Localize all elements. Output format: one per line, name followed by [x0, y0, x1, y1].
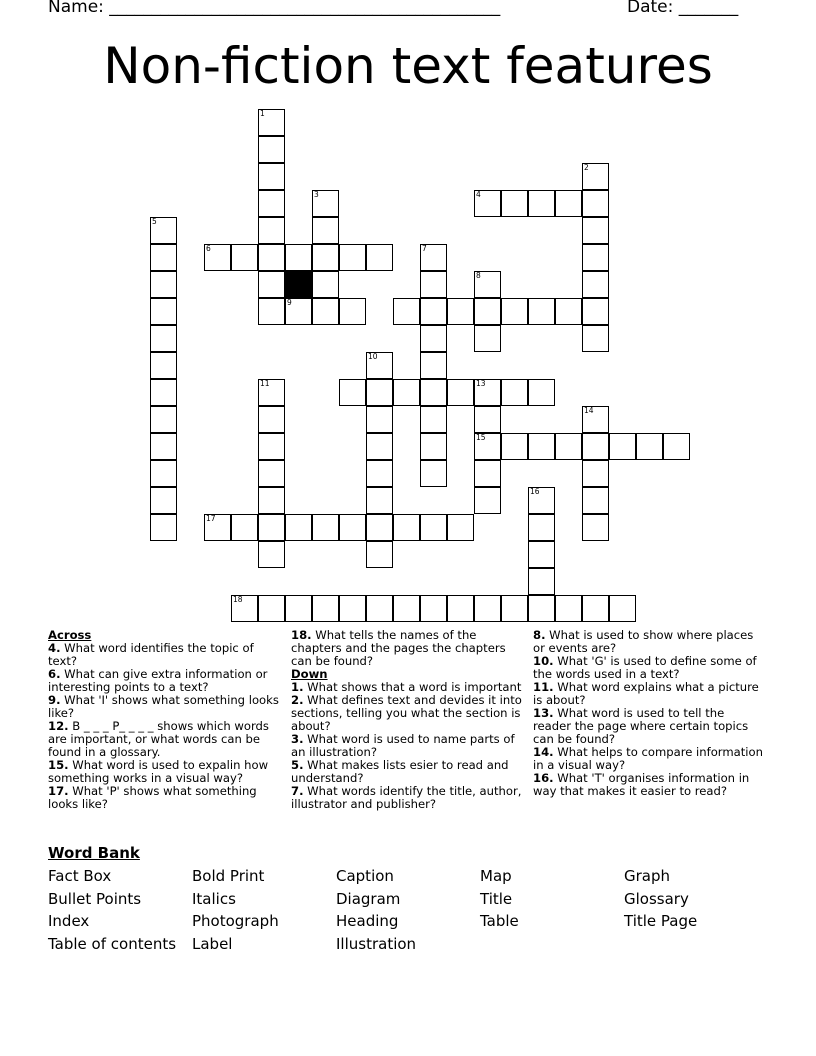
crossword-cell[interactable] — [285, 298, 312, 325]
clue-number: 16 — [530, 487, 540, 496]
word-bank-word: Glossary — [624, 889, 689, 908]
clue-number: 5 — [152, 217, 157, 226]
word-bank-word: Bullet Points — [48, 889, 142, 908]
clue-item-number: 10. — [533, 654, 554, 668]
crossword-cell[interactable] — [582, 271, 609, 298]
clues-column-1 — [48, 629, 280, 811]
clue-item-text: What defines text and devides it into sections, telling you what the section is about? — [291, 693, 522, 733]
crossword-cell[interactable] — [582, 514, 609, 541]
crossword-cell[interactable] — [501, 190, 528, 217]
clue-item — [291, 733, 523, 759]
clue-item — [48, 785, 280, 811]
crossword-cell[interactable] — [366, 433, 393, 460]
crossword-cell[interactable] — [582, 325, 609, 352]
crossword-cell[interactable] — [231, 595, 258, 622]
clue-item-text: What tells the names of the chapters and the pages the chapters can be found? — [291, 628, 506, 668]
crossword-cell[interactable] — [339, 379, 366, 406]
crossword-cell[interactable] — [609, 433, 636, 460]
clue-item-number: 17. — [48, 784, 69, 798]
clue-item-number: 8. — [533, 628, 546, 642]
crossword-cell[interactable] — [339, 298, 366, 325]
crossword-cell[interactable] — [528, 190, 555, 217]
word-bank-word: Map — [480, 867, 512, 885]
crossword-cell[interactable] — [474, 271, 501, 298]
word-bank-word: Table — [480, 912, 519, 931]
crossword-cell[interactable] — [366, 460, 393, 487]
clue-item-number: 3. — [291, 732, 304, 746]
crossword-cell[interactable] — [555, 595, 582, 622]
crossword-cell[interactable] — [366, 406, 393, 433]
name-field-label: Name: ______________________________________________ — [48, 0, 501, 17]
crossword-cell[interactable] — [150, 460, 177, 487]
crossword-cell[interactable] — [312, 190, 339, 217]
crossword-cell[interactable] — [420, 352, 447, 379]
clue-item-number: 6. — [48, 667, 61, 681]
crossword-cell[interactable] — [582, 244, 609, 271]
crossword-cell[interactable] — [528, 541, 555, 568]
crossword-cell[interactable] — [447, 514, 474, 541]
crossword-cell[interactable] — [258, 406, 285, 433]
crossword-cell[interactable] — [393, 298, 420, 325]
crossword-cell[interactable] — [474, 298, 501, 325]
crossword-cell[interactable] — [312, 595, 339, 622]
crossword-cell[interactable] — [393, 514, 420, 541]
crossword-cell[interactable] — [285, 595, 312, 622]
crossword-cell[interactable] — [474, 406, 501, 433]
crossword-cell[interactable] — [582, 406, 609, 433]
crossword-cell[interactable] — [528, 433, 555, 460]
crossword-cell[interactable] — [366, 379, 393, 406]
crossword-cell[interactable] — [447, 298, 474, 325]
crossword-cell[interactable] — [339, 514, 366, 541]
clue-number: 18 — [233, 595, 243, 604]
clue-item — [533, 746, 765, 772]
clue-item-number: 2. — [291, 693, 304, 707]
clue-item-text: What word explains what a picture is about? — [533, 680, 759, 707]
crossword-cell[interactable] — [258, 541, 285, 568]
crossword-cell[interactable] — [366, 541, 393, 568]
clue-item — [291, 694, 523, 733]
clue-item-text: What word is used to expalin how something works in a visual way? — [48, 758, 269, 785]
clue-number: 3 — [314, 190, 319, 199]
clue-item-text: What 'T' organises information in way that makes it easier to read? — [533, 771, 750, 798]
crossword-cell[interactable] — [258, 433, 285, 460]
clue-item — [291, 759, 523, 785]
crossword-cell[interactable] — [474, 433, 501, 460]
crossword-cell[interactable] — [339, 244, 366, 271]
crossword-cell[interactable] — [582, 163, 609, 190]
crossword-cell[interactable] — [312, 298, 339, 325]
clue-item — [533, 629, 765, 655]
crossword-cell[interactable] — [366, 352, 393, 379]
crossword-cell[interactable] — [420, 298, 447, 325]
word-bank-word: Diagram — [336, 889, 401, 908]
crossword-cell[interactable] — [420, 244, 447, 271]
crossword-cell[interactable] — [393, 595, 420, 622]
crossword-cell[interactable] — [501, 379, 528, 406]
word-bank-word: Graph — [624, 867, 671, 885]
clue-item-text: What can give extra information or interesting points to a text? — [48, 667, 268, 694]
word-bank-word: Italics — [192, 889, 236, 908]
clue-item-number: 5. — [291, 758, 304, 772]
clue-item-number: 18. — [291, 628, 312, 642]
clue-item-text: What 'G' is used to define some of the words used in a text? — [533, 654, 757, 681]
clues-column-2 — [291, 629, 523, 811]
word-bank-title: Word Bank — [48, 844, 140, 862]
crossword-cell[interactable] — [474, 460, 501, 487]
clue-number: 10 — [368, 352, 378, 361]
crossword-cell[interactable] — [528, 487, 555, 514]
word-bank-word: Illustration — [336, 934, 417, 953]
word-bank-word: Fact Box — [48, 867, 112, 885]
clue-item-text: What is used to show where places or events are? — [533, 628, 754, 655]
word-bank-word: Title Page — [624, 912, 698, 931]
crossword-cell[interactable] — [501, 433, 528, 460]
crossword-cell[interactable] — [474, 487, 501, 514]
crossword-cell[interactable] — [366, 244, 393, 271]
crossword-cell[interactable] — [150, 379, 177, 406]
clue-section-heading: Down — [291, 667, 328, 681]
crossword-cell[interactable] — [258, 190, 285, 217]
crossword-cell[interactable] — [258, 298, 285, 325]
clue-item-text: What words identify the title, author, illustrator and publisher? — [291, 784, 522, 811]
crossword-cell[interactable] — [150, 271, 177, 298]
crossword-cell[interactable] — [258, 244, 285, 271]
crossword-cell[interactable] — [420, 325, 447, 352]
crossword-cell[interactable] — [528, 595, 555, 622]
crossword-cell[interactable] — [150, 406, 177, 433]
clue-number: 14 — [584, 406, 594, 415]
crossword-cell[interactable] — [231, 244, 258, 271]
crossword-cell[interactable] — [312, 514, 339, 541]
clue-item-text: What 'I' shows what something looks like? — [48, 693, 279, 720]
clue-item-number: 9. — [48, 693, 61, 707]
crossword-cell[interactable] — [420, 460, 447, 487]
clue-item-text: What shows that a word is important — [303, 680, 522, 694]
clue-item-text: What word is used to name parts of an illustration? — [291, 732, 515, 759]
crossword-cell[interactable] — [582, 433, 609, 460]
clue-item-number: 15. — [48, 758, 69, 772]
clue-item — [48, 720, 280, 759]
crossword-black-cell — [285, 271, 312, 298]
crossword-cell[interactable] — [150, 217, 177, 244]
crossword-cell[interactable] — [231, 514, 258, 541]
crossword-cell[interactable] — [285, 514, 312, 541]
clue-number: 8 — [476, 271, 481, 280]
clue-number: 6 — [206, 244, 211, 253]
crossword-cell[interactable] — [312, 217, 339, 244]
clue-item — [533, 772, 765, 798]
crossword-cell[interactable] — [582, 298, 609, 325]
crossword-cell[interactable] — [258, 109, 285, 136]
page-title: Non-fiction text features — [103, 37, 713, 95]
clue-item-text: What makes lists esier to read and understand? — [291, 758, 509, 785]
crossword-cell[interactable] — [582, 595, 609, 622]
clue-item — [48, 668, 280, 694]
crossword-cell[interactable] — [312, 244, 339, 271]
crossword-cell[interactable] — [636, 433, 663, 460]
crossword-cell[interactable] — [555, 433, 582, 460]
crossword-cell[interactable] — [447, 595, 474, 622]
crossword-cell[interactable] — [420, 595, 447, 622]
clue-item-number: 16. — [533, 771, 554, 785]
clue-item-number: 7. — [291, 784, 304, 798]
clue-item-text: B _ _ _ P_ _ _ _ shows which words are important, or what words can be found in a glossary. — [48, 719, 269, 759]
word-bank-word: Bold Print — [192, 867, 265, 885]
crossword-cell[interactable] — [258, 460, 285, 487]
clue-item-text: What word is used to tell the reader the page where certain topics can be found? — [533, 706, 749, 746]
crossword-cell[interactable] — [258, 379, 285, 406]
crossword-cell[interactable] — [555, 298, 582, 325]
crossword-cell[interactable] — [420, 379, 447, 406]
clue-item-number: 13. — [533, 706, 554, 720]
clue-number: 1 — [260, 109, 265, 118]
crossword-cell[interactable] — [150, 514, 177, 541]
clue-item — [533, 655, 765, 681]
crossword-cell[interactable] — [258, 163, 285, 190]
clue-item — [48, 759, 280, 785]
clues-column-3 — [533, 629, 765, 798]
crossword-cell[interactable] — [528, 379, 555, 406]
crossword-cell[interactable] — [420, 514, 447, 541]
clue-number: 13 — [476, 379, 486, 388]
crossword-cell[interactable] — [312, 271, 339, 298]
clue-number: 15 — [476, 433, 486, 442]
crossword-cell[interactable] — [501, 595, 528, 622]
clue-item — [291, 785, 523, 811]
crossword-cell[interactable] — [258, 595, 285, 622]
crossword-cell[interactable] — [582, 460, 609, 487]
crossword-cell[interactable] — [501, 298, 528, 325]
crossword-cell[interactable] — [582, 487, 609, 514]
clue-item — [48, 694, 280, 720]
crossword-cell[interactable] — [474, 595, 501, 622]
crossword-cell[interactable] — [474, 379, 501, 406]
clue-number: 11 — [260, 379, 270, 388]
word-bank-word: Photograph — [192, 912, 279, 931]
crossword-cell[interactable] — [366, 595, 393, 622]
crossword-cell[interactable] — [150, 298, 177, 325]
crossword-cell[interactable] — [285, 244, 312, 271]
clue-number: 2 — [584, 163, 589, 172]
crossword-cell[interactable] — [420, 406, 447, 433]
crossword-cell[interactable] — [150, 487, 177, 514]
crossword-cell[interactable] — [366, 514, 393, 541]
crossword-cell[interactable] — [582, 217, 609, 244]
clue-section-heading: Across — [48, 628, 92, 642]
clue-item-text: What 'P' shows what something looks like? — [48, 784, 257, 811]
crossword-cell[interactable] — [528, 298, 555, 325]
crossword-cell[interactable] — [204, 514, 231, 541]
crossword-cell[interactable] — [150, 433, 177, 460]
crossword-cell[interactable] — [582, 190, 609, 217]
clue-item — [533, 681, 765, 707]
crossword-cell[interactable] — [150, 325, 177, 352]
crossword-cell[interactable] — [258, 514, 285, 541]
clue-item-text: What helps to compare information in a visual way? — [533, 745, 763, 772]
clue-item-number: 1. — [291, 680, 304, 694]
date-field-label: Date: _______ — [627, 0, 739, 17]
crossword-cell[interactable] — [555, 190, 582, 217]
clue-item-number: 4. — [48, 641, 61, 655]
crossword-cell[interactable] — [150, 352, 177, 379]
clue-number: 17 — [206, 514, 216, 523]
clue-item — [291, 629, 523, 668]
crossword-cell[interactable] — [258, 487, 285, 514]
clue-item-number: 14. — [533, 745, 554, 759]
crossword-cell[interactable] — [258, 271, 285, 298]
crossword-cell[interactable] — [609, 595, 636, 622]
word-bank-word: Index — [48, 912, 90, 931]
word-bank-word: Label — [192, 934, 233, 953]
clue-item — [533, 707, 765, 746]
crossword-cell[interactable] — [663, 433, 690, 460]
crossword-cell[interactable] — [339, 595, 366, 622]
word-bank-word: Caption — [336, 867, 394, 885]
clue-item-number: 12. — [48, 719, 69, 733]
crossword-cell[interactable] — [258, 136, 285, 163]
crossword-cell[interactable] — [204, 244, 231, 271]
word-bank-word: Table of contents — [48, 934, 177, 953]
crossword-cell[interactable] — [528, 568, 555, 595]
crossword-cell[interactable] — [420, 433, 447, 460]
crossword-cell[interactable] — [366, 487, 393, 514]
crossword-cell[interactable] — [420, 271, 447, 298]
clue-number: 4 — [476, 190, 481, 199]
crossword-cell[interactable] — [474, 325, 501, 352]
clue-item-text: What word identifies the topic of text? — [48, 641, 254, 668]
word-bank-word: Title — [480, 889, 513, 908]
clue-number: 7 — [422, 244, 427, 253]
crossword-cell[interactable] — [474, 190, 501, 217]
crossword-cell[interactable] — [258, 217, 285, 244]
clue-item-number: 11. — [533, 680, 554, 694]
crossword-cell[interactable] — [528, 514, 555, 541]
word-bank-word: Heading — [336, 912, 399, 931]
clue-number: 9 — [287, 298, 292, 307]
crossword-cell[interactable] — [150, 244, 177, 271]
crossword-cell[interactable] — [393, 379, 420, 406]
clue-item — [48, 642, 280, 668]
crossword-cell[interactable] — [447, 379, 474, 406]
